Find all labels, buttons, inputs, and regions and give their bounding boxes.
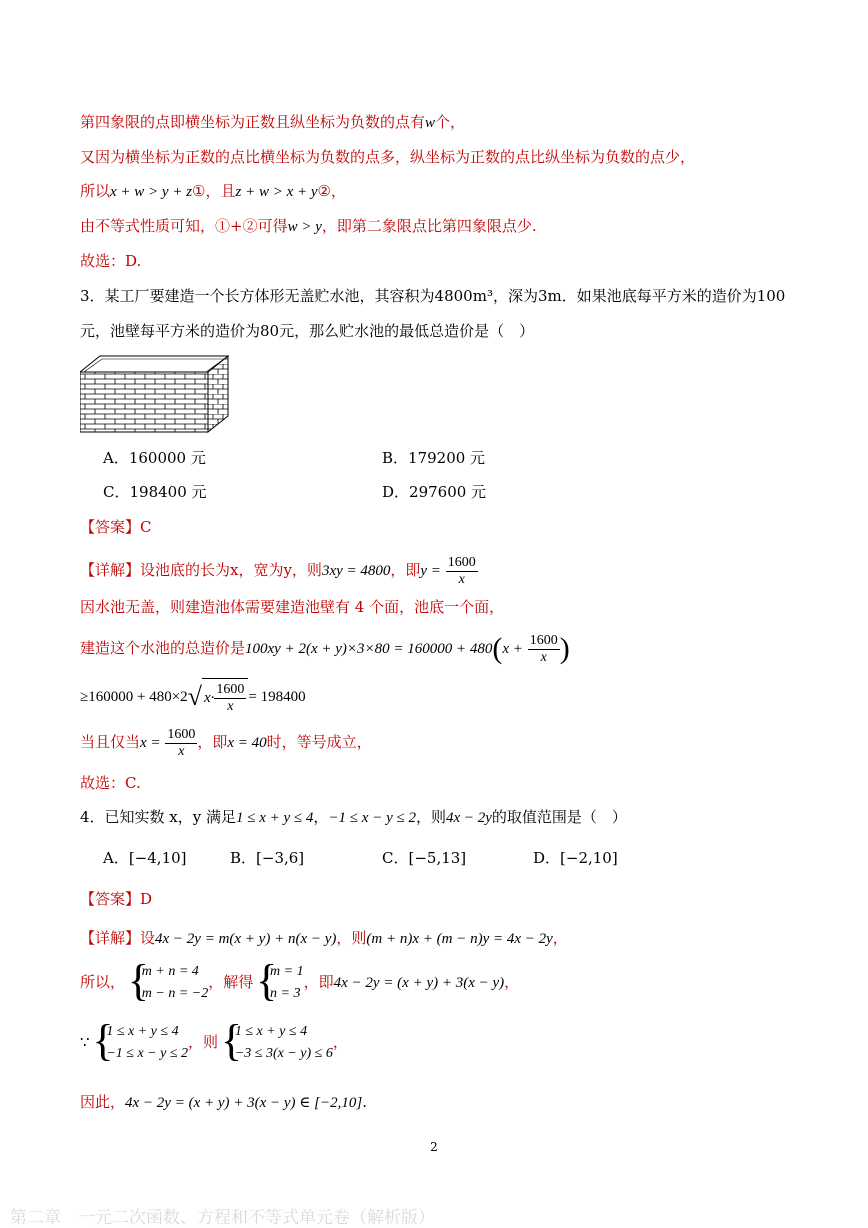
question-stem: 元，池壁每平方米的造价为80元，那么贮水池的最低总造价是（ ） [80, 322, 535, 340]
denominator: x [178, 743, 185, 759]
math: 1 ≤ x + y ≤ 4 [236, 810, 314, 826]
detail-line [80, 928, 568, 949]
math: 3xy = 4800 [321, 563, 391, 579]
inequality: −1 ≤ x − y ≤ 2 [106, 1046, 189, 1061]
inequality-system [223, 1021, 333, 1065]
text: 4．已知实数 x，y 满足 [80, 808, 237, 826]
question-stem: 3．某工厂要建造一个长方体形无盖贮水池，其容积为4800m³，深为3m．如果池底每平方米的造价为100 [80, 287, 786, 305]
detail-line [80, 1092, 367, 1113]
text: 个， [435, 113, 466, 131]
text: ，即 [303, 973, 334, 991]
math: y = [420, 563, 441, 579]
math: 4x − 2y = m(x + y) + n(x − y) [155, 931, 337, 947]
numerator: 1600 [216, 681, 245, 697]
text: ②， [317, 182, 346, 200]
detail-line: 因水池无盖，则建造池体需要建造池壁有 4 个面，池底一个面， [80, 598, 505, 616]
text: ，即 [390, 561, 421, 579]
equation-system [130, 961, 208, 1005]
option-d: D．[−2,10] [533, 849, 618, 867]
text: ， [313, 808, 329, 826]
numerator: 1600 [447, 554, 476, 570]
text: ，即 [197, 733, 228, 751]
choice-line: 故选：D. [80, 252, 142, 270]
text: . [362, 1093, 367, 1111]
solution-line: 又因为横坐标为正数的点比横坐标为负数的点多，纵坐标为正数的点比纵坐标为负数的点少， [80, 148, 696, 166]
equation: { m + n = 4 [141, 964, 199, 979]
fraction [446, 555, 478, 588]
math: x + [502, 641, 523, 657]
text: 【详解】设 [80, 929, 156, 947]
text: 因此， [80, 1093, 126, 1111]
text: ①，且 [192, 182, 236, 200]
text: 当且仅当 [80, 733, 141, 751]
text: 所以 [80, 182, 111, 200]
solution-line [80, 216, 537, 237]
math: 4x − 2y [445, 810, 492, 826]
math: x = 40 [227, 735, 267, 751]
equation: n = 3 [270, 986, 301, 1001]
math: x = [140, 735, 161, 751]
answer-line: 【答案】D [80, 890, 153, 908]
math: ≥160000 + 480×2 [80, 689, 188, 705]
text: 由不等式性质可知，①+②可得 [80, 217, 288, 235]
text: 第四象限的点即横坐标为正数且纵坐标为负数的点有 [80, 113, 426, 131]
math: w [425, 115, 436, 131]
math: x + w > y + z [110, 184, 193, 200]
text: ， [504, 973, 520, 991]
text: ，则 [415, 808, 446, 826]
option-c: C．[−5,13] [382, 849, 467, 867]
text: ，则 [336, 929, 367, 947]
text: ， [332, 1033, 348, 1051]
equation-system [258, 961, 304, 1005]
solution-line [80, 181, 346, 202]
denominator: x [227, 698, 234, 714]
text: 的取值范围是（ ） [491, 808, 627, 826]
sqrt-content [202, 678, 248, 716]
sqrt-sign: √ [187, 682, 202, 711]
fraction [214, 682, 246, 715]
because-symbol: ∵ [80, 1035, 90, 1051]
detail-line [80, 1018, 348, 1067]
inequality-system [94, 1021, 188, 1065]
text: ， [552, 929, 568, 947]
text: ，则 [188, 1033, 219, 1051]
denominator: x [540, 649, 547, 665]
math: z + w > x + y [235, 184, 318, 200]
answer-line: 【答案】C [80, 518, 152, 536]
math: = 198400 [248, 689, 306, 705]
math: −1 ≤ x − y ≤ 2 [328, 810, 416, 826]
math: (m + n)x + (m − n)y = 4x − 2y [366, 931, 553, 947]
paren: ( [492, 632, 503, 665]
footer [0, 1200, 868, 1227]
text: ，解得 [208, 973, 254, 991]
footer-title: 第二章 一元二次函数、方程和不等式单元卷（解析版） [10, 1208, 435, 1228]
detail-line [80, 958, 519, 1007]
text: 时，等号成立， [266, 733, 372, 751]
detail-line [80, 678, 306, 716]
option-c: C．198400 元 [103, 483, 207, 501]
fraction [165, 727, 197, 760]
question-stem [80, 807, 627, 828]
math: x· [203, 690, 215, 706]
detail-line [80, 552, 478, 589]
math: 100xy + 2(x + y)×3×80 = 160000 + 480 [245, 641, 493, 657]
option-b: B．179200 元 [382, 449, 486, 467]
paren: ) [559, 632, 570, 665]
text: 建造这个水池的总造价是 [80, 639, 246, 657]
math: 4x − 2y = (x + y) + 3(x − y) [333, 975, 505, 991]
inequality: −3 ≤ 3(x − y) ≤ 6 [234, 1046, 333, 1061]
option-a: A．160000 元 [103, 449, 206, 467]
brick-tank-figure [80, 354, 230, 434]
text: 【详解】设池底的长为x，宽为y，则 [80, 561, 322, 579]
option-b: B．[−3,6] [230, 849, 305, 867]
inequality: { 1 ≤ x + y ≤ 4 [106, 1024, 179, 1039]
numerator: 1600 [529, 632, 558, 648]
inequality: { 1 ≤ x + y ≤ 4 [234, 1024, 308, 1039]
option-a: A．[−4,10] [103, 849, 187, 867]
math: 4x − 2y = (x + y) + 3(x − y) ∈ [−2,10] [125, 1095, 363, 1111]
detail-line [80, 630, 570, 667]
numerator: 1600 [167, 726, 196, 742]
equation: m − n = −2 [141, 986, 209, 1001]
page-number: 2 [430, 1140, 438, 1154]
solution-line [80, 112, 465, 133]
text: ，即第二象限点比第四象限点少. [321, 217, 537, 235]
choice-line: 故选：C. [80, 774, 141, 792]
option-d: D．297600 元 [382, 483, 487, 501]
denominator: x [458, 571, 465, 587]
equation: { m = 1 [270, 964, 304, 979]
text: 所以， [80, 973, 126, 991]
detail-line [80, 724, 372, 761]
fraction [528, 633, 560, 666]
math: w > y [287, 219, 322, 235]
